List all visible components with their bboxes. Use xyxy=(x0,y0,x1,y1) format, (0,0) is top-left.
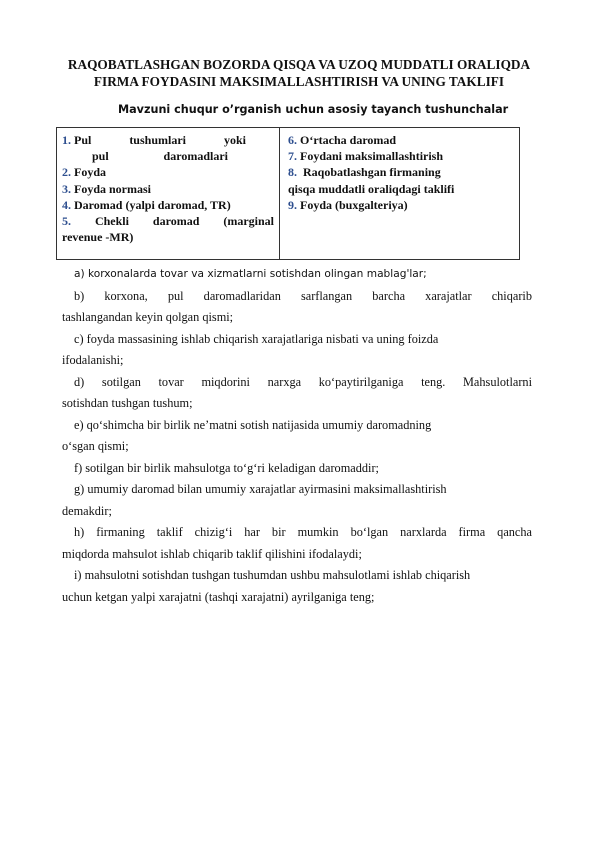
term-2 xyxy=(62,164,274,180)
term-5-cont xyxy=(62,229,274,245)
definitions-list xyxy=(62,264,532,608)
definition-c: c) foyda massasining ishlab chiqarish xarajatlariga nisbati va uning foizda ifodalanishi; xyxy=(62,331,439,367)
term-1-cont xyxy=(62,148,274,164)
term-text: qisqa muddatli oraliqdagi taklifi xyxy=(288,181,455,196)
definition-e: e) qo‘shimcha bir birlik ne’matni sotish natijasida umumiy daromadning o‘sgan qismi; xyxy=(62,417,432,453)
term-number: 1. xyxy=(62,133,71,147)
key-terms-table xyxy=(56,127,520,260)
definition-g: g) umumiy daromad bilan umumiy xarajatlar ayirmasini maksimallashtirish demakdir; xyxy=(62,482,447,518)
term-number: 2. xyxy=(62,165,71,180)
term-text: Foyda normasi xyxy=(74,181,152,196)
definition-d: d) sotilgan tovar miqdorini narxga ko‘paytirilganiga teng. Mahsulotlarni sotishdan tushgan tushum; xyxy=(62,374,532,410)
term-3 xyxy=(62,181,274,197)
term-text: Raqobatlashgan firmaning xyxy=(303,165,441,180)
term-text: Pul xyxy=(74,133,92,147)
term-4 xyxy=(62,197,274,213)
term-text: daromadlari xyxy=(163,149,228,164)
term-number: 4. xyxy=(62,197,71,212)
definition-f: f) sotilgan bir birlik mahsulotga to‘g‘ri keladigan daromaddir; xyxy=(74,460,379,475)
term-text: Chekli xyxy=(94,214,129,229)
terms-right-column xyxy=(280,128,519,259)
section-subtitle: Mavzuni chuqur o’rganish uchun asosiy tayanch tushunchalar xyxy=(118,103,509,116)
term-number: 6. xyxy=(288,133,297,147)
term-text: Foyda (buxgalteriya) xyxy=(300,197,408,212)
definition-i: i) mahsulotni sotishdan tushgan tushumdan ushbu mahsulotlami ishlab chiqarish uchun ketgan yalpi xarajatni (tashqi xarajatni) ayrilganiga teng; xyxy=(62,568,471,604)
document-title: RAQOBATLASHGAN BOZORDA QISQA VA UZOQ MUDDATLI ORALIQDA FIRMA FOYDASINI MAKSIMALLASHTIRISH VA UNING TAKLIFI xyxy=(67,57,531,89)
term-number: 3. xyxy=(62,181,71,196)
term-number: 8. xyxy=(288,165,297,180)
term-5 xyxy=(62,213,274,229)
definition-b: b) korxona, pul daromadlaridan sarflangan barcha xarajatlar chiqarib tashlangandan keyin qolgan qismi; xyxy=(62,288,532,324)
term-6 xyxy=(288,132,514,148)
term-8-cont xyxy=(288,181,514,197)
term-text: pul xyxy=(92,149,109,164)
term-text: yoki xyxy=(223,133,246,147)
term-number: 7. xyxy=(288,149,297,164)
term-number: 5. xyxy=(62,214,71,229)
definition-h: h) firmaning taklif chizig‘i har bir mumkin bo‘lgan narxlarda firma qancha miqdorda mahsulot ishlab chiqarib taklif qilishini ifodalaydi; xyxy=(62,525,532,561)
term-text: tushumlari xyxy=(129,133,186,147)
term-text: Foydani maksimallashtirish xyxy=(300,149,444,164)
term-text: Daromad (yalpi daromad, TR) xyxy=(74,197,231,212)
term-text: O‘rtacha daromad xyxy=(300,133,397,147)
term-text: daromad xyxy=(152,214,200,229)
term-text: Foyda xyxy=(74,165,107,180)
term-9 xyxy=(288,197,514,213)
term-text: revenue -MR) xyxy=(62,230,134,245)
term-7 xyxy=(288,148,514,164)
terms-left-column xyxy=(57,128,280,259)
term-text: (marginal xyxy=(223,214,274,229)
definition-a: a) korxonalarda tovar va xizmatlarni sotishdan olingan mablag'lar; xyxy=(74,268,427,280)
term-8 xyxy=(288,164,514,180)
term-number: 9. xyxy=(288,197,297,212)
term-1 xyxy=(62,132,274,148)
